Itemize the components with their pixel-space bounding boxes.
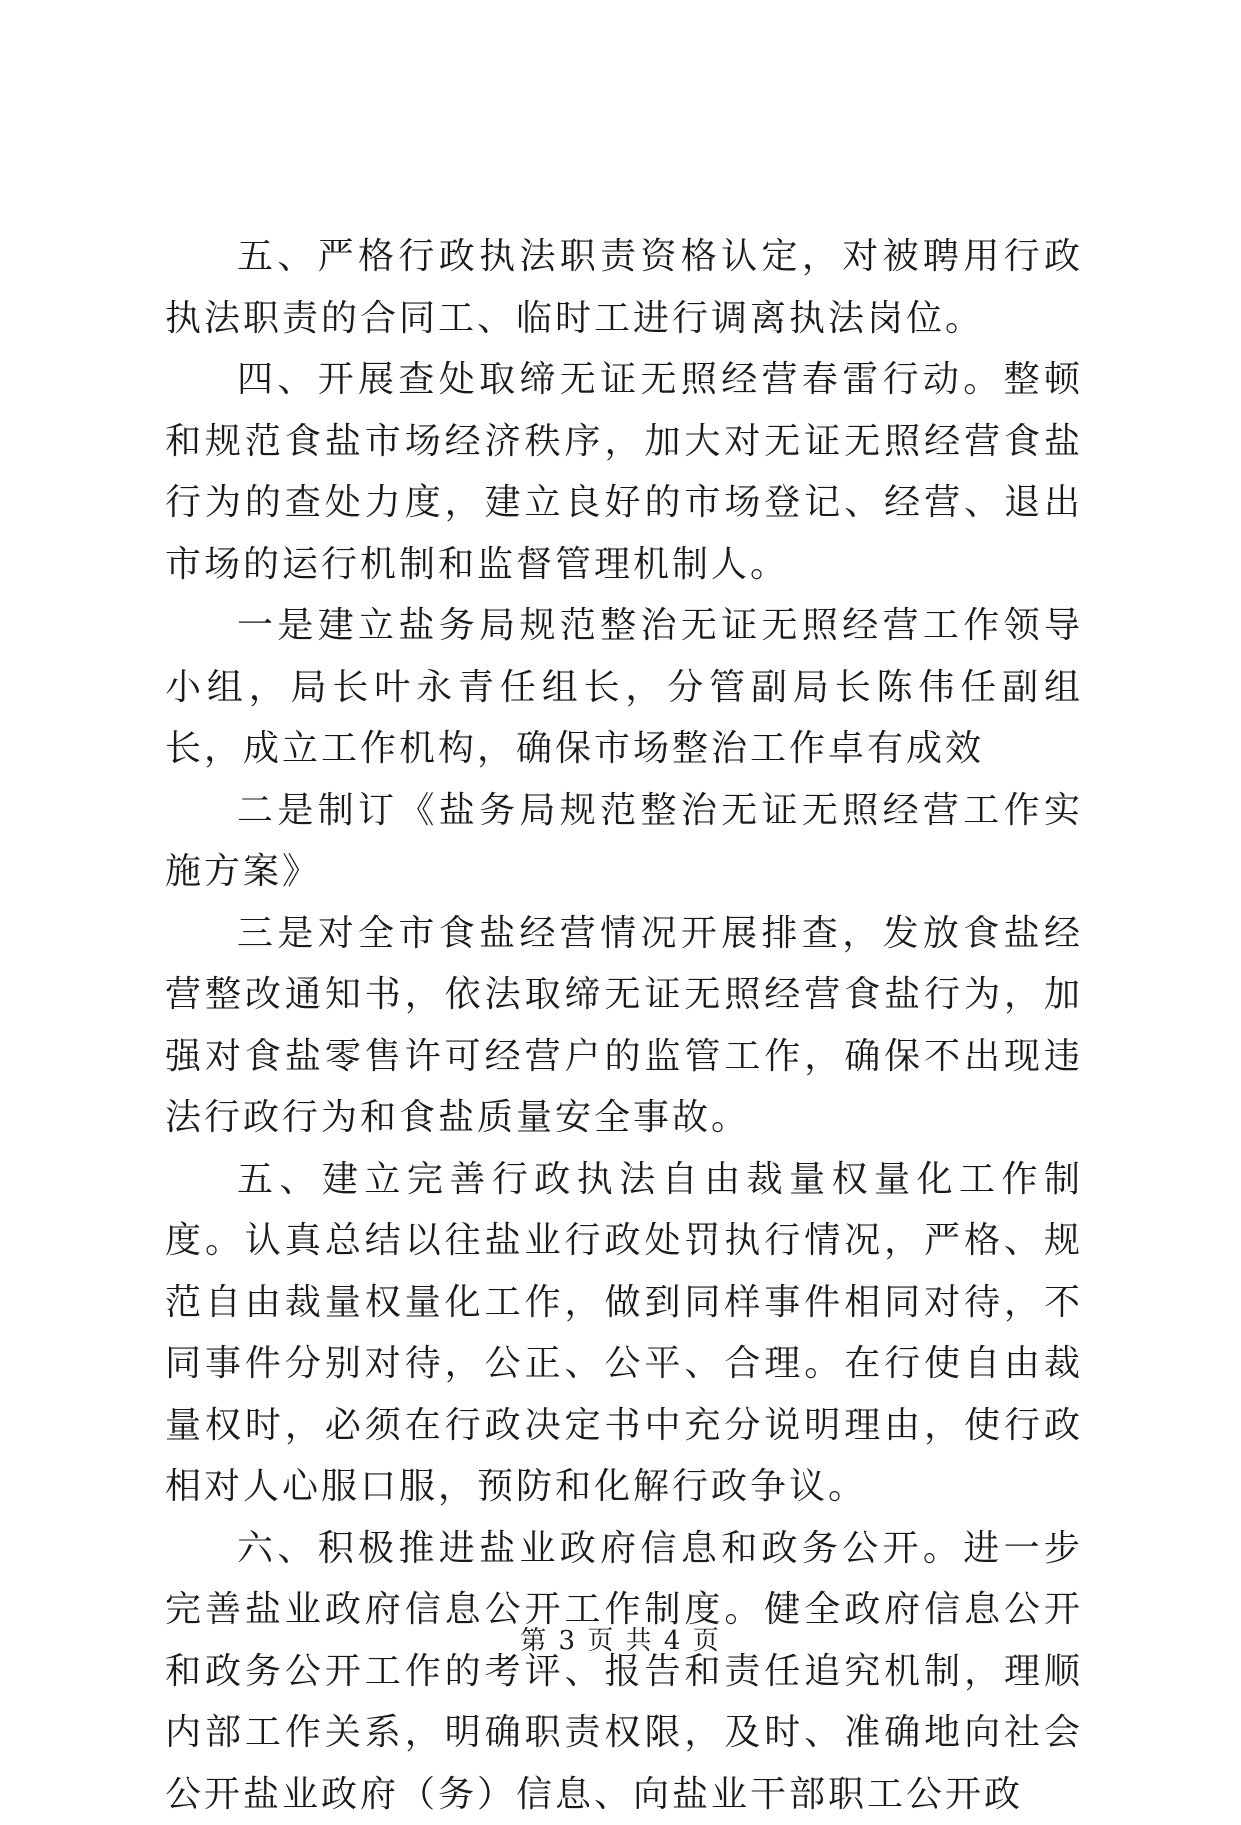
paragraph-5: 三是对全市食盐经营情况开展排查，发放食盐经营整改通知书，依法取缔无证无照经营食盐行为，加强对食盐零售许可经营户的监管工作，确保不出现违法行政行为和食盐质量安全事故。 — [165, 903, 1083, 1149]
page-number-footer: 第 3 页 共 4 页 — [0, 1620, 1241, 1657]
paragraph-1: 五、严格行政执法职责资格认定，对被聘用行政执法职责的合同工、临时工进行调离执法岗位。 — [165, 226, 1083, 349]
paragraph-3: 一是建立盐务局规范整治无证无照经营工作领导小组，局长叶永青任组长，分管副局长陈伟任副组长，成立工作机构，确保市场整治工作卓有成效 — [165, 595, 1083, 780]
paragraph-4: 二是制订《盐务局规范整治无证无照经营工作实施方案》 — [165, 780, 1083, 903]
paragraph-7: 六、积极推进盐业政府信息和政务公开。进一步完善盐业政府信息公开工作制度。健全政府信息公开和政务公开工作的考评、报告和责任追究机制，理顺内部工作关系，明确职责权限，及时、准确地向社会公开盐业政府（务）信息、向盐业干部职工公开政 — [165, 1518, 1083, 1825]
paragraph-2: 四、开展查处取缔无证无照经营春雷行动。整顿和规范食盐市场经济秩序，加大对无证无照经营食盐行为的查处力度，建立良好的市场登记、经营、退出市场的运行机制和监督管理机制人。 — [165, 349, 1083, 595]
paragraph-6: 五、建立完善行政执法自由裁量权量化工作制度。认真总结以往盐业行政处罚执行情况，严格、规范自由裁量权量化工作，做到同样事件相同对待，不同事件分别对待，公正、公平、合理。在行使自由裁量权时，必须在行政决定书中充分说明理由，使行政相对人心服口服，预防和化解行政争议。 — [165, 1149, 1083, 1518]
document-body — [165, 226, 1083, 1825]
